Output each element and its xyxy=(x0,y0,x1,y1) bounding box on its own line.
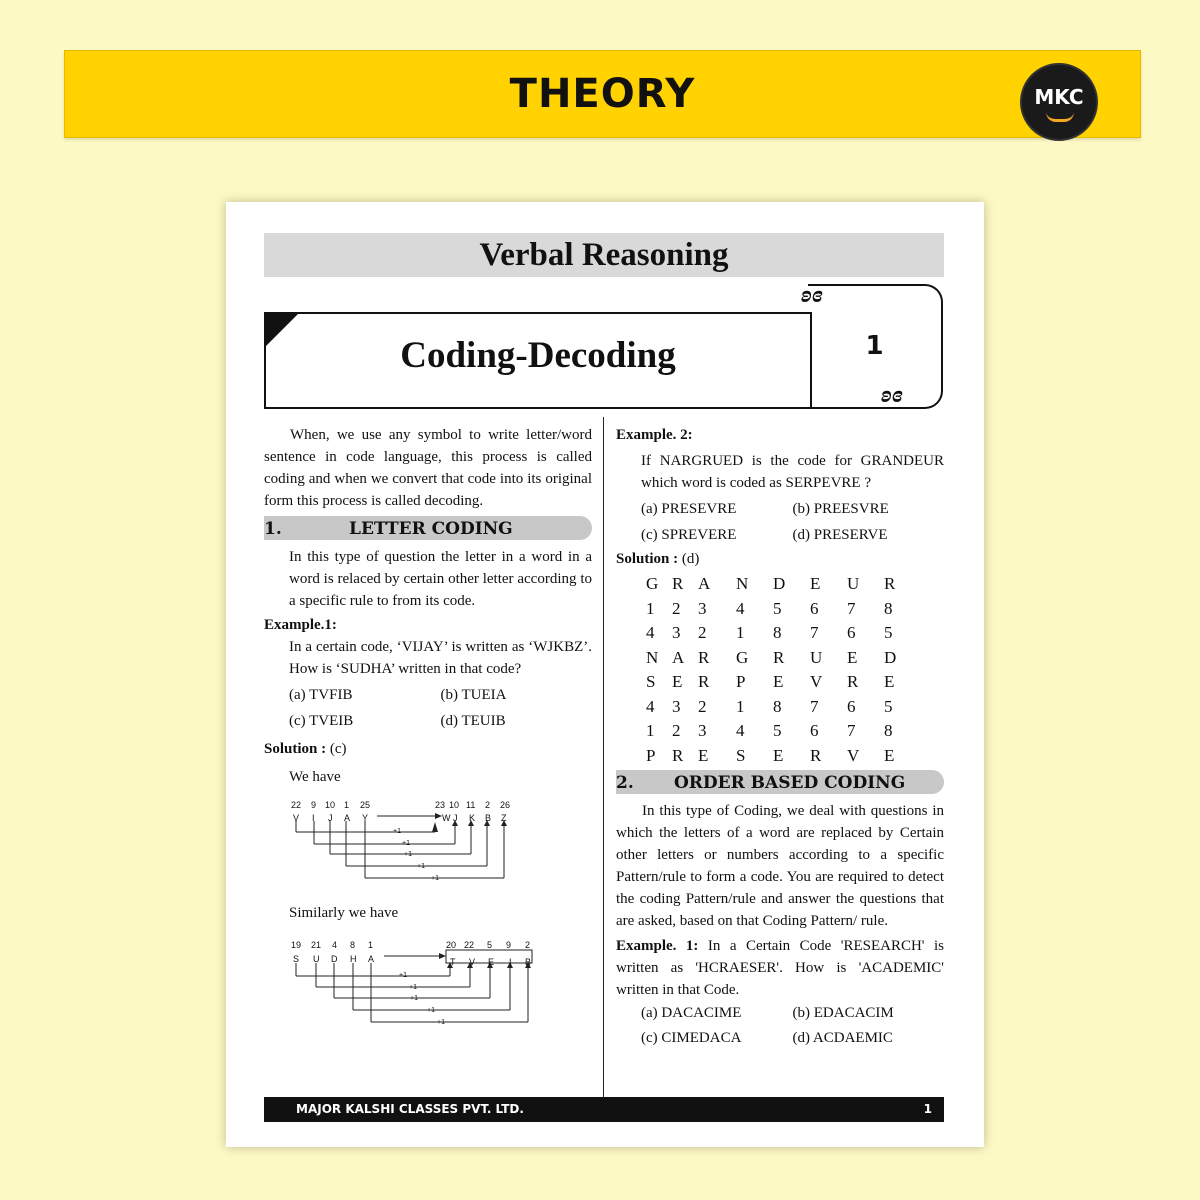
grid-cell: R xyxy=(672,745,684,765)
grid-cell: U xyxy=(847,574,860,593)
footer-publisher: MAJOR KALSHI CLASSES PVT. LTD. xyxy=(296,1102,524,1116)
solution-label: Solution : xyxy=(616,551,679,567)
banner-title: THEORY xyxy=(509,71,696,117)
letter: Z xyxy=(501,813,507,823)
grid-cell: R xyxy=(698,647,710,667)
option-b: (b) TUEIA xyxy=(440,687,507,703)
section-number: 1. xyxy=(264,519,282,539)
grid-cell: P xyxy=(736,672,746,691)
grid-cell: 5 xyxy=(773,598,782,618)
grid-cell: 8 xyxy=(773,623,782,642)
grid-row xyxy=(646,572,944,597)
example-text: In a Certain Code 'RESEARCH' is written as 'HCRAESER'. How is 'ACADEMIC' written in that Code. xyxy=(616,938,944,998)
grid-cell: 3 xyxy=(698,598,707,618)
page-footer xyxy=(264,1097,944,1122)
grid-cell: E xyxy=(773,672,784,691)
grid-cell: E xyxy=(810,574,821,593)
letter: V xyxy=(293,813,300,823)
option-d: (d) TEUIB xyxy=(440,713,506,729)
grid-cell: E xyxy=(773,745,784,765)
grid-cell: 3 xyxy=(698,721,707,740)
letter: J xyxy=(453,813,458,823)
num: 23 xyxy=(435,800,446,810)
option-b: (b) EDACACIM xyxy=(792,1005,894,1021)
option-d: (d) PRESERVE xyxy=(792,527,888,543)
option-d: (d) ACDAEMIC xyxy=(792,1030,893,1046)
section2-description: In this type of Coding, we deal with questions in which the letters of a word are replaced by Certain other letters or numbers according to a specific Pattern/rule to form a code. You are required to detect the coding Pattern/rule and answer the questions that are asked, based on that Coding Pattern/ rule. xyxy=(616,803,944,929)
letter: A xyxy=(344,813,351,823)
num: 22 xyxy=(291,800,302,810)
grid-cell: V xyxy=(810,672,823,691)
grid-cell: A xyxy=(672,647,685,667)
letter: I xyxy=(312,813,315,823)
grid-cell: E xyxy=(884,745,895,765)
grid-cell: R xyxy=(698,672,710,691)
logo-smile-icon xyxy=(1046,112,1074,122)
grid-cell: E xyxy=(884,672,895,691)
step-label: +1 xyxy=(393,828,401,835)
section-title: LETTER CODING xyxy=(349,519,513,539)
letter: B xyxy=(525,957,532,967)
grid-cell: 1 xyxy=(736,696,745,716)
example2-solution xyxy=(616,548,944,570)
option-a: (a) PRESEVRE xyxy=(641,501,737,517)
grid-gap xyxy=(724,597,736,622)
option-a: (a) TVFIB xyxy=(289,687,353,703)
coding-diagram-2 xyxy=(289,934,592,1032)
grid-row xyxy=(646,695,944,720)
subject-title: Verbal Reasoning xyxy=(264,233,944,277)
letter: Y xyxy=(362,813,369,823)
num: 21 xyxy=(311,940,322,950)
num: 1 xyxy=(368,940,374,950)
num: 22 xyxy=(464,940,475,950)
num: 10 xyxy=(449,800,460,810)
letter: B xyxy=(485,813,492,823)
option-c: (c) CIMEDACA xyxy=(641,1030,742,1046)
chapter-title: Coding-Decoding xyxy=(400,335,676,376)
letter: I xyxy=(509,957,512,967)
num: 11 xyxy=(466,800,476,810)
grid-cell: 8 xyxy=(773,696,782,716)
grid-gap xyxy=(724,695,736,720)
grid-gap xyxy=(724,744,736,769)
ornament-top-icon: ʚɞ xyxy=(801,282,823,308)
num: 8 xyxy=(350,940,356,950)
grid-cell: 6 xyxy=(847,696,856,716)
grid-gap xyxy=(724,719,736,744)
grid-row xyxy=(646,646,944,671)
num: 2 xyxy=(525,940,531,950)
grid-cell: 2 xyxy=(698,623,707,642)
footer-page-number: 1 xyxy=(923,1102,932,1116)
grid-cell: 3 xyxy=(672,696,681,716)
letter: A xyxy=(368,954,375,964)
grid-cell: P xyxy=(646,745,656,765)
section2-options xyxy=(616,1001,944,1051)
grid-cell: 8 xyxy=(884,598,893,618)
letter: K xyxy=(469,813,476,823)
grid-row xyxy=(646,744,944,769)
letter: J xyxy=(328,813,333,823)
grid-cell: R xyxy=(773,647,785,667)
example-label: Example.1: xyxy=(264,617,337,633)
grid-gap xyxy=(724,670,736,695)
grid-row xyxy=(646,621,944,646)
grid-cell: D xyxy=(773,574,786,593)
letter: D xyxy=(331,954,338,964)
example2-options xyxy=(616,496,944,548)
grid-cell: 4 xyxy=(736,598,745,618)
num: 9 xyxy=(506,940,512,950)
example-text: In a certain code, ‘VIJAY’ is written as ‘WJKBZ’. How is ‘SUDHA’ written in that code? xyxy=(289,639,592,677)
options-grid xyxy=(264,682,592,734)
option-c: (c) SPREVERE xyxy=(641,527,737,543)
num: 2 xyxy=(485,800,491,810)
solution-line xyxy=(264,738,592,760)
grid-gap xyxy=(724,572,736,597)
example-label: Example. 1: xyxy=(616,938,699,954)
grid-cell: E xyxy=(698,745,709,765)
grid-cell: 1 xyxy=(736,623,745,642)
logo-text: MKC xyxy=(1034,85,1084,109)
step-label: +1 xyxy=(417,863,425,870)
num: 9 xyxy=(311,800,317,810)
grid-cell: R xyxy=(810,745,822,765)
intro-paragraph: When, we use any symbol to write letter/word sentence in code language, this process is called coding and when we convert that code into its original form this process is called decoding. xyxy=(264,427,592,509)
header-banner xyxy=(64,50,1141,138)
grid-cell: A xyxy=(698,574,711,593)
grid-cell: 7 xyxy=(847,598,856,618)
section-number: 2. xyxy=(616,773,634,793)
solution-label: Solution : xyxy=(264,741,327,757)
grid-cell: 4 xyxy=(736,721,745,740)
grid-cell: E xyxy=(672,672,683,691)
grid-cell: R xyxy=(847,672,859,691)
grid-cell: 6 xyxy=(810,598,819,618)
section-heading-order-based xyxy=(616,770,944,796)
grid-cell: 7 xyxy=(810,623,819,642)
grid-cell: 2 xyxy=(672,598,681,618)
chapter-number: 1 xyxy=(865,331,884,361)
solution-value: (d) xyxy=(681,551,700,567)
grid-row xyxy=(646,670,944,695)
letter: V xyxy=(469,957,476,967)
step-label: +1 xyxy=(409,984,417,991)
column-divider xyxy=(603,417,604,1097)
section-heading-letter-coding xyxy=(264,516,592,542)
letter: T xyxy=(450,957,456,967)
letter: U xyxy=(313,954,320,964)
grid-cell: E xyxy=(847,647,858,667)
num: 20 xyxy=(446,940,457,950)
coding-diagram-1 xyxy=(289,794,592,892)
grid-cell: R xyxy=(672,574,684,593)
grid-cell: G xyxy=(736,647,749,667)
decoding-grid xyxy=(616,572,944,768)
grid-cell: G xyxy=(646,574,659,593)
diagram-2-arrows xyxy=(289,934,559,1032)
grid-cell: R xyxy=(884,574,896,593)
option-a: (a) DACACIME xyxy=(641,1005,742,1021)
similarly-text: Similarly we have xyxy=(289,905,399,921)
example2-text: If NARGRUED is the code for GRANDEUR which word is coded as SERPEVRE ? xyxy=(641,453,944,491)
grid-cell: 1 xyxy=(646,598,655,618)
chapter-title-box xyxy=(264,312,812,409)
num: 19 xyxy=(291,940,302,950)
grid-cell: 7 xyxy=(810,696,819,716)
grid-cell: S xyxy=(736,745,746,765)
grid-cell: 4 xyxy=(646,623,655,642)
grid-cell: 6 xyxy=(810,721,819,740)
num: 10 xyxy=(325,800,336,810)
grid-cell: 6 xyxy=(847,623,856,642)
step-label: +1 xyxy=(402,840,410,847)
chapter-number-box xyxy=(808,284,943,409)
grid-row xyxy=(646,597,944,622)
right-column xyxy=(616,424,944,1051)
num: 5 xyxy=(487,940,493,950)
section-description: In this type of question the letter in a word in a word is relaced by certain other letter according to a specific rule to from its code. xyxy=(289,549,592,609)
step-label: +1 xyxy=(427,1007,435,1014)
grid-row xyxy=(646,719,944,744)
grid-cell: 7 xyxy=(847,721,856,740)
letter: H xyxy=(350,954,357,964)
grid-gap xyxy=(724,621,736,646)
grid-cell: 2 xyxy=(672,721,681,740)
grid-cell: S xyxy=(646,672,656,691)
grid-cell: N xyxy=(736,574,749,593)
grid-cell: V xyxy=(847,745,860,765)
grid-cell: 5 xyxy=(884,696,893,716)
num: 1 xyxy=(344,800,350,810)
section2-example xyxy=(616,935,944,1001)
step-label: +1 xyxy=(410,995,418,1002)
grid-cell: 5 xyxy=(884,623,893,642)
solution-value: (c) xyxy=(329,741,347,757)
num: 26 xyxy=(500,800,511,810)
grid-cell: U xyxy=(810,647,823,667)
grid-cell: 1 xyxy=(646,721,655,740)
letter: S xyxy=(293,954,300,964)
section-title: ORDER BASED CODING xyxy=(674,773,906,793)
step-label: +1 xyxy=(437,1019,445,1026)
option-b: (b) PREESVRE xyxy=(792,501,889,517)
step-label: +1 xyxy=(399,972,407,979)
grid-cell: 2 xyxy=(698,696,707,716)
example2-label: Example. 2: xyxy=(616,427,693,443)
letter: W xyxy=(442,813,451,823)
option-c: (c) TVEIB xyxy=(289,713,354,729)
grid-cell: 8 xyxy=(884,721,893,740)
mkc-logo-icon xyxy=(1020,63,1098,141)
step-label: +1 xyxy=(431,875,439,882)
grid-cell: N xyxy=(646,647,659,667)
grid-cell: 5 xyxy=(773,721,782,740)
grid-cell: 4 xyxy=(646,696,655,716)
letter: E xyxy=(488,957,495,967)
ornament-bottom-icon: ʚɞ xyxy=(881,382,903,408)
document-page xyxy=(226,202,984,1147)
num: 25 xyxy=(360,800,371,810)
we-have-text: We have xyxy=(289,769,341,785)
grid-cell: D xyxy=(884,647,897,667)
num: 4 xyxy=(332,940,338,950)
left-column xyxy=(264,424,592,1032)
grid-gap xyxy=(724,646,736,671)
step-label: +1 xyxy=(404,851,412,858)
grid-cell: 3 xyxy=(672,623,681,642)
